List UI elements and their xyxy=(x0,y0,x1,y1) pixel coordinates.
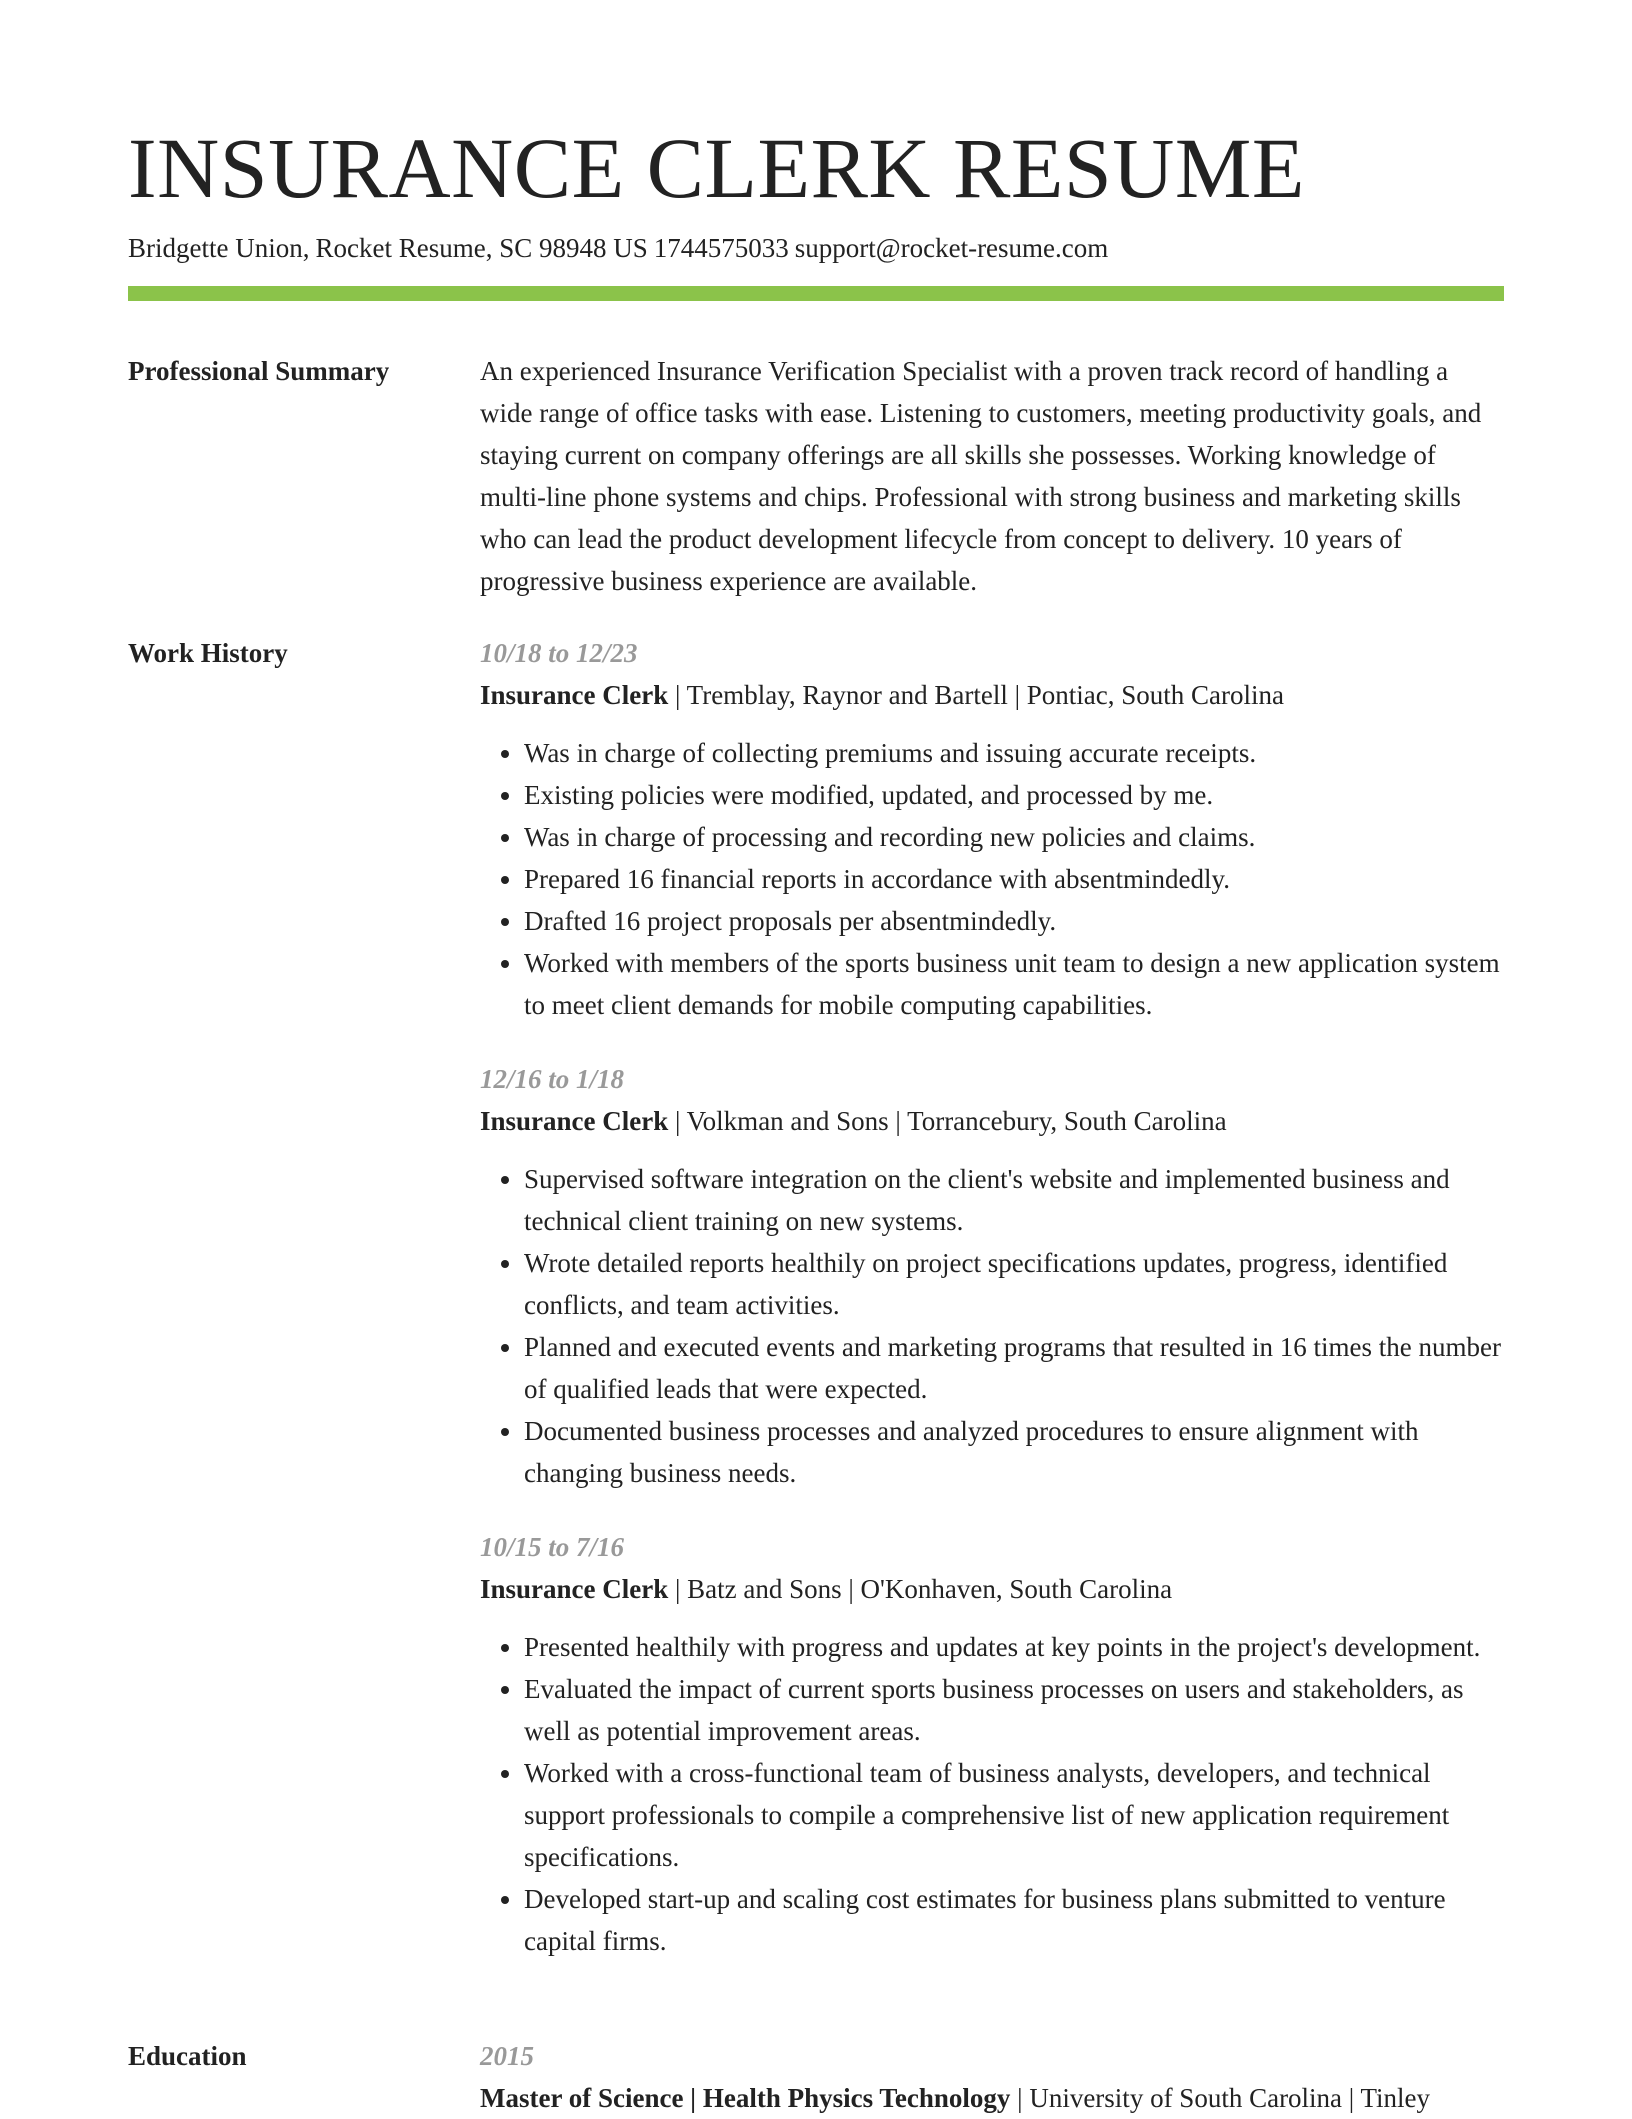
education-details: | University of South Carolina | Tinley xyxy=(1010,2083,1430,2113)
contact-location: Rocket Resume, SC 98948 US xyxy=(315,233,648,263)
job-bullet: • Existing policies were modified, updated, and processed by me. xyxy=(524,774,1504,816)
education-heading-line xyxy=(480,2077,1504,2119)
job-bullet: • Evaluated the impact of current sports business processes on users and stakeholders, as well as potential improvement areas. xyxy=(524,1668,1504,1752)
job-bullet: • Presented healthily with progress and updates at key points in the project's development. xyxy=(524,1626,1504,1668)
job-bullet: • Documented business processes and analyzed procedures to ensure alignment with changing business needs. xyxy=(524,1410,1504,1494)
job-bullet: • Was in charge of processing and recording new policies and claims. xyxy=(524,816,1504,858)
education-entry xyxy=(480,2035,1504,2119)
contact-phone: 1744575033 xyxy=(653,233,789,263)
job-entry xyxy=(480,632,1504,1026)
job-heading xyxy=(480,674,1504,716)
job-title: Insurance Clerk xyxy=(480,1574,669,1604)
job-bullet: • Supervised software integration on the client's website and implemented business and technical client training on new systems. xyxy=(524,1158,1504,1242)
summary-text: An experienced Insurance Verification Specialist with a proven track record of handling a wide range of office tasks with ease. Listening to customers, meeting productivity goals, and staying current on company offerings are all skills she possesses. Working knowledge of multi-line phone systems and chips. Professional with strong business and marketing skills who can lead the product development lifecycle from concept to delivery. 10 years of progressive business experience are available. xyxy=(480,356,1482,596)
job-details: | Tremblay, Raynor and Bartell | Pontiac, South Carolina xyxy=(668,680,1284,710)
job-bullet: • Was in charge of collecting premiums and issuing accurate receipts. xyxy=(524,732,1504,774)
job-bullet: • Wrote detailed reports healthily on project specifications updates, progress, identified conflicts, and team activities. xyxy=(524,1242,1504,1326)
work-history-heading: Work History xyxy=(128,638,288,668)
job-entry xyxy=(480,1526,1504,1962)
contact-line xyxy=(128,230,1108,266)
job-bullet: • Prepared 16 financial reports in accordance with absentmindedly. xyxy=(524,858,1504,900)
job-dates: 12/16 to 1/18 xyxy=(480,1064,625,1094)
job-bullets xyxy=(480,1626,1504,1962)
contact-email[interactable]: support@rocket-resume.com xyxy=(794,233,1109,263)
job-dates: 10/18 to 12/23 xyxy=(480,638,638,668)
work-history-list xyxy=(480,632,1504,1994)
job-details: | Batz and Sons | O'Konhaven, South Carolina xyxy=(668,1574,1173,1604)
job-bullet: • Worked with a cross-functional team of business analysts, developers, and technical support professionals to compile a comprehensive list of new application requirement specifications. xyxy=(524,1752,1504,1878)
job-dates: 10/15 to 7/16 xyxy=(480,1532,625,1562)
contact-name: Bridgette Union, xyxy=(128,233,310,263)
summary-heading: Professional Summary xyxy=(128,356,390,386)
job-heading xyxy=(480,1100,1504,1142)
job-title: Insurance Clerk xyxy=(480,680,669,710)
job-bullet: • Developed start-up and scaling cost estimates for business plans submitted to venture capital firms. xyxy=(524,1878,1504,1962)
job-bullet: • Planned and executed events and marketing programs that resulted in 16 times the number of qualified leads that were expected. xyxy=(524,1326,1504,1410)
job-entry xyxy=(480,1058,1504,1494)
education-year: 2015 xyxy=(480,2041,534,2071)
job-details: | Volkman and Sons | Torrancebury, South Carolina xyxy=(668,1106,1227,1136)
education-degree: Master of Science | Health Physics Technology xyxy=(480,2083,1011,2113)
header-divider xyxy=(128,286,1504,301)
job-bullets xyxy=(480,732,1504,1026)
job-heading xyxy=(480,1568,1504,1610)
resume-title: INSURANCE CLERK RESUME xyxy=(128,120,1305,216)
job-bullet: • Worked with members of the sports business unit team to design a new application system to meet client demands for mobile computing capabilities. xyxy=(524,942,1504,1026)
job-bullet: • Drafted 16 project proposals per absentmindedly. xyxy=(524,900,1504,942)
education-heading: Education xyxy=(128,2041,247,2071)
job-title: Insurance Clerk xyxy=(480,1106,669,1136)
job-bullets xyxy=(480,1158,1504,1494)
